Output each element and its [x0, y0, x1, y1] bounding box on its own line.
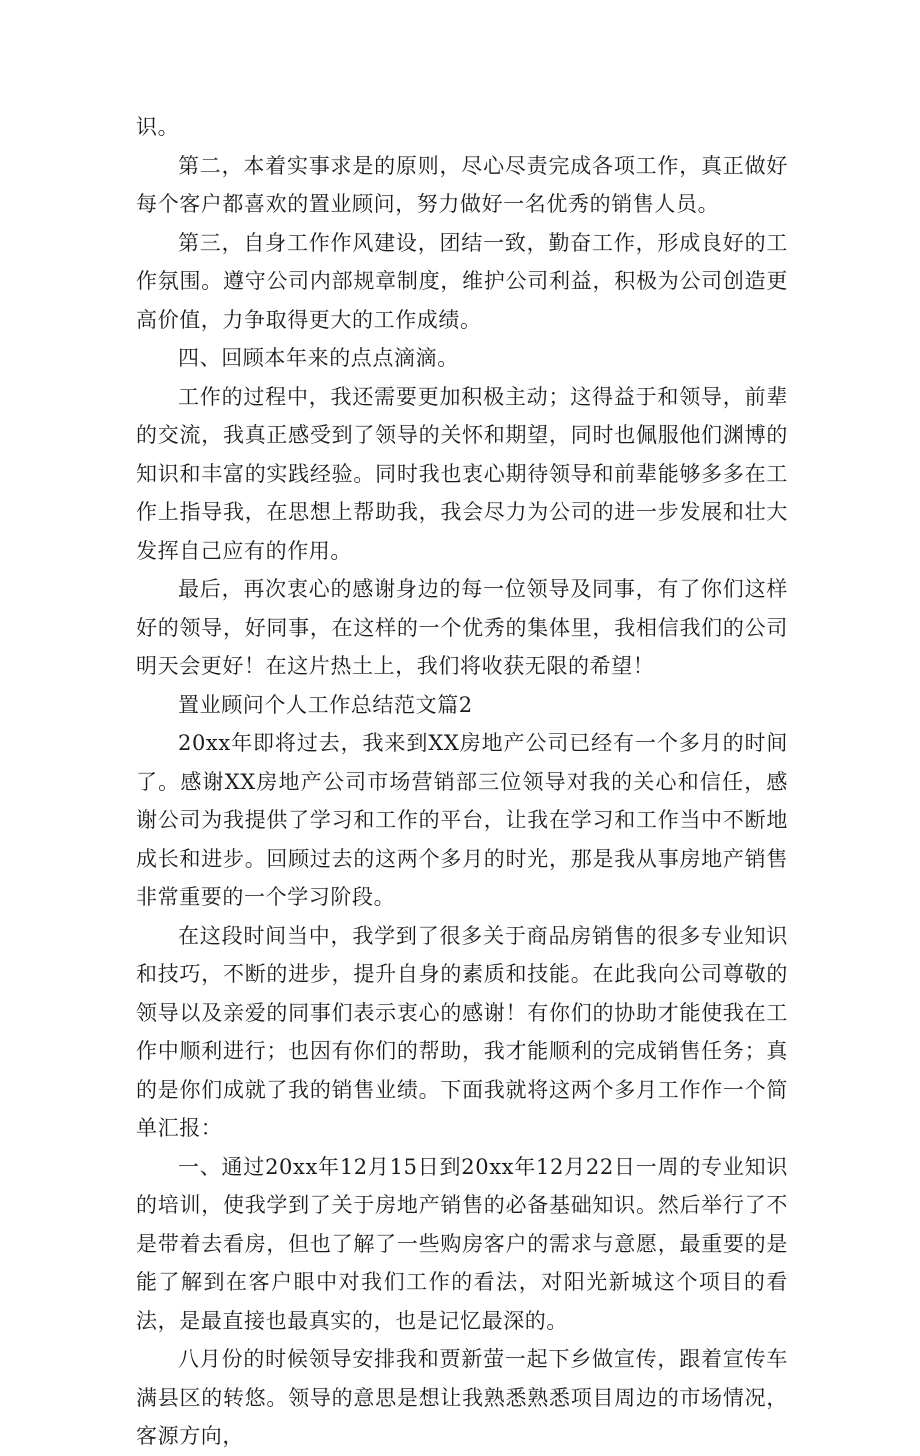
article-title-part-2: 置业顾问个人工作总结范文篇2: [178, 692, 473, 717]
paragraph-closing-thanks: 最后，再次衷心的感谢身边的每一位领导及同事，有了你们这样好的领导，好同事，在这样的一个优秀的集体里，我相信我们的公司明天会更好！在这片热土上，我们将收获无限的希望！: [136, 577, 788, 678]
document-body: [136, 108, 788, 1456]
section-heading-review: 四、回顾本年来的点点滴滴。: [178, 346, 459, 370]
paragraph-point-two: 第二，本着实事求是的原则，尽心尽责完成各项工作，真正做好每个客户都喜欢的置业顾问，努力做好一名优秀的销售人员。: [136, 153, 788, 216]
paragraph-training: 一、通过20xx年12月15日到20xx年12月22日一周的专业知识的培训，使我学到了关于房地产销售的必备基础知识。然后举行了不是带着去看房，但也了解了一些购房客户的需求与意愿，最重要的是能了解到在客户眼中对我们工作的看法，对阳光新城这个项目的看法，是最直接也最真实的，也是记忆最深的。: [136, 1154, 788, 1333]
paragraph-continuation: 识。: [136, 115, 180, 139]
paragraph-point-three: 第三，自身工作作风建设，团结一致，勤奋工作，形成良好的工作氛围。遵守公司内部规章制度，维护公司利益，积极为公司创造更高价值，力争取得更大的工作成绩。: [136, 230, 788, 332]
paragraph-learning: 在这段时间当中，我学到了很多关于商品房销售的很多专业知识和技巧，不断的进步，提升自身的素质和技能。在此我向公司尊敬的领导以及亲爱的同事们表示衷心的感谢！有你们的协助才能使我在工作中顺利进行；也因有你们的帮助，我才能顺利的完成销售任务；真的是你们成就了我的销售业绩。下面我就将这两个多月工作作一个简单汇报：: [136, 923, 788, 1140]
paragraph-intro-year: 20xx年即将过去，我来到XX房地产公司已经有一个多月的时间了。感谢XX房地产公司市场营销部三位领导对我的关心和信任，感谢公司为我提供了学习和工作的平台，让我在学习和工作当中不断地成长和进步。回顾过去的这两个多月的时光，那是我从事房地产销售非常重要的一个学习阶段。: [136, 731, 788, 909]
paragraph-work-process: 工作的过程中，我还需要更加积极主动；这得益于和领导，前辈的交流，我真正感受到了领导的关怀和期望，同时也佩服他们渊博的知识和丰富的实践经验。同时我也衷心期待领导和前辈能够多多在工作上指导我，在思想上帮助我，我会尽力为公司的进一步发展和壮大发挥自己应有的作用。: [136, 384, 788, 563]
paragraph-august: 八月份的时候领导安排我和贾新萤一起下乡做宣传，跟着宣传车满县区的转悠。领导的意思是想让我熟悉熟悉项目周边的市场情况，客源方向，: [136, 1347, 788, 1448]
